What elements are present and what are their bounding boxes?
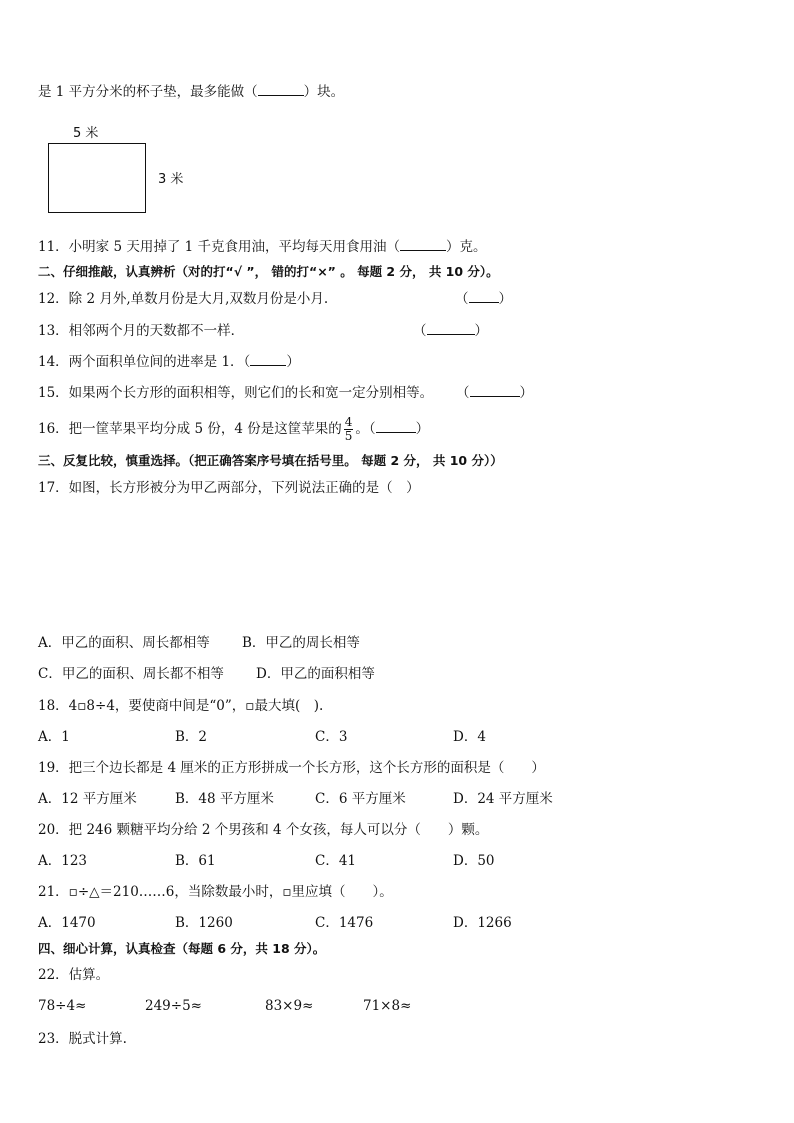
q20-text: 20．把 246 颗糖平均分给 2 个男孩和 4 个女孩，每人可以分（ ）颗。 [38, 822, 489, 838]
rectangle-figure [48, 143, 146, 213]
q13-answer: （ ） [413, 323, 488, 339]
estimate-item: 71×8≈ [363, 998, 412, 1014]
estimate-item: 78÷4≈ [38, 998, 87, 1014]
q14-text: 14．两个面积单位间的进率是 1．（ ） [38, 354, 300, 370]
q17-option-c[interactable]: C．甲乙的面积、周长都不相等 [38, 666, 224, 682]
q17-option-b[interactable]: B．甲乙的周长相等 [242, 635, 360, 651]
fraction: $\frac{4}{5}$ [344, 415, 353, 443]
q18-option-c[interactable]: C．3 [315, 729, 348, 745]
estimate-item: 249÷5≈ [145, 998, 202, 1014]
section-4-title: 四、细心计算，认真检查（每题 6 分，共 18 分）。 [38, 941, 326, 956]
q10-text: 是 1 平方分米的杯子垫，最多能做（ ）块。 [38, 84, 345, 100]
rect-height-label: 3 米 [158, 172, 184, 187]
answer-blank[interactable] [400, 238, 446, 251]
section-2-title: 二、仔细推敲，认真辨析（对的打“√ ”， 错的打“×” 。 每题 2 分， 共 10 分）。 [38, 264, 499, 279]
q12-answer: （ ） [455, 291, 512, 307]
q21-option-c[interactable]: C．1476 [315, 915, 374, 931]
rect-width-label: 5 米 [73, 126, 99, 141]
q20-option-d[interactable]: D．50 [453, 853, 495, 869]
q17-option-a[interactable]: A．甲乙的面积、周长都相等 [38, 635, 210, 651]
answer-blank[interactable] [427, 322, 475, 335]
q18-option-a[interactable]: A．1 [38, 729, 70, 745]
section-3-title: 三、反复比较，慎重选择。（把正确答案序号填在括号里。 每题 2 分， 共 10 分）） [38, 453, 503, 468]
answer-blank[interactable] [470, 384, 520, 397]
q17-option-d[interactable]: D．甲乙的面积相等 [256, 666, 375, 682]
answer-blank[interactable] [250, 353, 286, 366]
q21-text: 21．▫÷△＝210……6，当除数最小时，▫里应填（ ）。 [38, 884, 393, 900]
answer-blank[interactable] [376, 420, 416, 433]
q19-option-a[interactable]: A．12 平方厘米 [38, 791, 137, 807]
q23-text: 23．脱式计算. [38, 1031, 127, 1047]
q11-text: 11．小明家 5 天用掉了 1 千克食用油，平均每天用食用油（ ）克。 [38, 239, 487, 255]
q13-text: 13．相邻两个月的天数都不一样． [38, 323, 245, 339]
q18-option-d[interactable]: D．4 [453, 729, 486, 745]
q21-option-b[interactable]: B．1260 [175, 915, 233, 931]
estimate-item: 83×9≈ [265, 998, 314, 1014]
answer-blank[interactable] [469, 290, 499, 303]
q19-option-b[interactable]: B．48 平方厘米 [175, 791, 274, 807]
q16-text: 16．把一筐苹果平均分成 5 份，4 份是这筐苹果的 $\frac{4}{5}$ 。（ ） [38, 415, 430, 443]
q18-option-b[interactable]: B．2 [175, 729, 208, 745]
q20-option-b[interactable]: B．61 [175, 853, 216, 869]
q22-text: 22．估算。 [38, 967, 110, 983]
q20-option-c[interactable]: C．41 [315, 853, 357, 869]
q19-option-d[interactable]: D．24 平方厘米 [453, 791, 553, 807]
q19-option-c[interactable]: C．6 平方厘米 [315, 791, 406, 807]
q19-text: 19．把三个边长都是 4 厘米的正方形拼成一个长方形，这个长方形的面积是（ ） [38, 760, 545, 776]
q17-text: 17．如图，长方形被分为甲乙两部分，下列说法正确的是（ ） [38, 480, 420, 496]
q15-text: 15．如果两个长方形的面积相等，则它们的长和宽一定分别相等。 [38, 385, 434, 401]
q18-text: 18．4▫8÷4，要使商中间是“0”，▫最大填( ). [38, 698, 324, 714]
q15-answer: （ ） [456, 385, 533, 401]
answer-blank[interactable] [258, 83, 304, 96]
q21-option-a[interactable]: A．1470 [38, 915, 96, 931]
q21-option-d[interactable]: D．1266 [453, 915, 512, 931]
q12-text: 12．除 2 月外,单数月份是大月,双数月份是小月. [38, 291, 329, 307]
q20-option-a[interactable]: A．123 [38, 853, 88, 869]
